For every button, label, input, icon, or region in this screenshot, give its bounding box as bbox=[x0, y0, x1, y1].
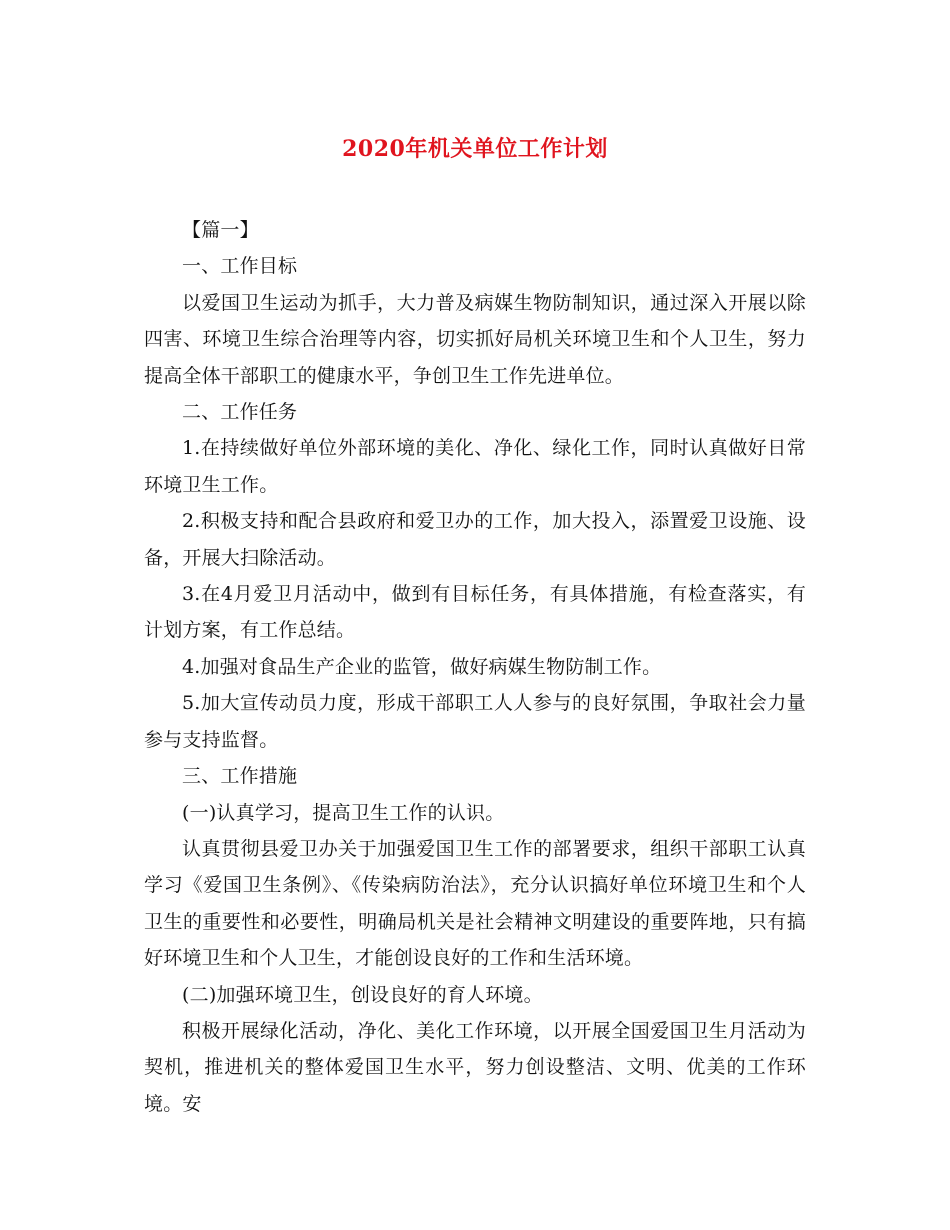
task-item-3: 3.在4月爱卫月活动中，做到有目标任务，有具体措施，有检查落实，有计划方案，有工作总结。 bbox=[144, 583, 806, 642]
document-body bbox=[144, 212, 806, 1122]
heading-tasks: 二、工作任务 bbox=[182, 401, 298, 424]
section-tag: 【篇一】 bbox=[182, 219, 259, 241]
paragraph-goals: 以爱国卫生运动为抓手，大力普及病媒生物防制知识，通过深入开展以除四害、环境卫生综合治理等内容，切实抓好局机关环境卫生和个人卫生，努力提高全体干部职工的健康水平，争创卫生工作先进单位。 bbox=[144, 291, 806, 387]
paragraph-measure-1: 认真贯彻县爱卫办关于加强爱国卫生工作的部署要求，组织干部职工认真学习《爱国卫生条例》、《传染病防治法》，充分认识搞好单位环境卫生和个人卫生的重要性和必要性，明确局机关是社会精神文明建设的重要阵地，只有搞好环境卫生和个人卫生，才能创设良好的工作和生活环境。 bbox=[144, 837, 806, 970]
task-item-4: 4.加强对食品生产企业的监管，做好病媒生物防制工作。 bbox=[182, 655, 662, 678]
subheading-measure-2: (二)加强环境卫生，创设良好的育人环境。 bbox=[182, 983, 543, 1006]
subheading-measure-1: (一)认真学习，提高卫生工作的认识。 bbox=[182, 801, 505, 824]
heading-goals: 一、工作目标 bbox=[182, 255, 298, 278]
task-item-2: 2.积极支持和配合县政府和爱卫办的工作，加大投入，添置爱卫设施、设备，开展大扫除活动。 bbox=[144, 510, 806, 569]
document-title: 2020年机关单位工作计划 bbox=[342, 136, 608, 162]
heading-measures: 三、工作措施 bbox=[182, 765, 298, 788]
task-item-5: 5.加大宣传动员力度，形成干部职工人人参与的良好氛围，争取社会力量参与支持监督。 bbox=[144, 692, 806, 751]
task-item-1: 1.在持续做好单位外部环境的美化、净化、绿化工作，同时认真做好日常环境卫生工作。 bbox=[144, 437, 806, 496]
paragraph-measure-2: 积极开展绿化活动，净化、美化工作环境，以开展全国爱国卫生月活动为契机，推进机关的整体爱国卫生水平，努力创设整洁、文明、优美的工作环境。安 bbox=[144, 1019, 806, 1115]
